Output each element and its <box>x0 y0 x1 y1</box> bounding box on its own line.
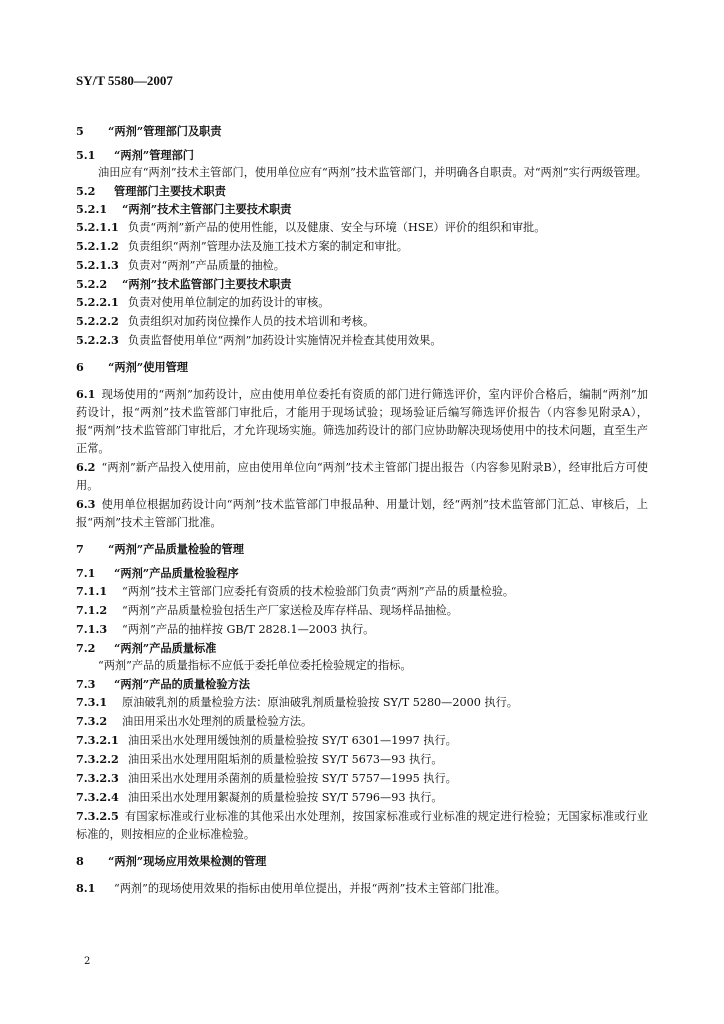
section-7-2-heading: 7.2 “两剂”产品质量标准 <box>76 641 217 655</box>
page-number: 2 <box>84 956 91 967</box>
clause-7-3-2-2: 7.3.2.2 油田采出水处理用阻垢剂的质量检验按 SY/T 5673—93 执行。 <box>76 752 443 766</box>
clause-5-2-1-3: 5.2.1.3 负责对“两剂”产品质量的抽检。 <box>76 258 285 272</box>
clause-7-3-2-4: 7.3.2.4 油田采出水处理用絮凝剂的质量检验按 SY/T 5796—93 执行。 <box>76 790 443 804</box>
section-5-1-heading: 5.1 “两剂”管理部门 <box>76 148 194 162</box>
section-7-1-heading: 7.1 “两剂”产品质量检验程序 <box>76 566 239 580</box>
clause-7-3-2-3: 7.3.2.3 油田采出水处理用杀菌剂的质量检验按 SY/T 5757—1995 执行。 <box>76 771 457 785</box>
clause-6-1: 6.1 现场使用的“两剂”加药设计，应由使用单位委托有资质的部门进行筛选评价，室内评价合格后，编制“两剂”加药设计，报“两剂”技术监管部门审批后，才能用于现场试验；现场验证后编写筛选评价报告（内容参见附录A），报“两剂”技术监管部门审批后，才允许现场实施。筛选加药设计的部门应协助解决现场使用中的技术问题，直至生产正常。 <box>76 387 648 455</box>
clause-7-3-2-1: 7.3.2.1 油田采出水处理用缓蚀剂的质量检验按 SY/T 6301—1997 执行。 <box>76 733 457 747</box>
clause-7-3-2-5: 7.3.2.5 有国家标准或行业标准的其他采出水处理剂，按国家标准或行业标准的规定进行检验；无国家标准或行业标准的，则按相应的企业标准检验。 <box>76 809 648 841</box>
clause-7-1-2: 7.1.2 “两剂”产品质量检验包括生产厂家送检及库存样品、现场样品抽检。 <box>76 603 458 617</box>
clause-5-2-2-3: 5.2.2.3 负责监督使用单位“两剂”加药设计实施情况并检查其使用效果。 <box>76 333 442 347</box>
section-8-heading: 8 “两剂”现场应用效果检测的管理 <box>76 854 267 868</box>
clause-6-3: 6.3 使用单位根据加药设计向“两剂”技术监管部门申报品种、用量计划，经“两剂”技术监管部门汇总、审核后，上报“两剂”技术主管部门批准。 <box>76 497 648 529</box>
clause-7-3-2: 7.3.2 油田用采出水处理剂的质量检验方法。 <box>76 714 313 728</box>
clause-7-1-3: 7.1.3 “两剂”产品的抽样按 GB/T 2828.1—2003 执行。 <box>76 622 375 636</box>
section-7-2-body: “两剂”产品的质量指标不应低于委托单位委托检验规定的指标。 <box>98 659 412 672</box>
document-code: SY/T 5580—2007 <box>76 73 173 88</box>
section-6-heading: 6 “两剂”使用管理 <box>76 360 188 374</box>
clause-5-2-1-2: 5.2.1.2 负责组织“两剂”管理办法及施工技术方案的制定和审批。 <box>76 239 408 253</box>
section-5-1-body: 油田应有“两剂”技术主管部门，使用单位应有“两剂”技术监管部门，并明确各自职责。对“两剂”实行两级管理。 <box>98 166 647 179</box>
clause-7-3-1: 7.3.1 原油破乳剂的质量检验方法：原油破乳剂质量检验按 SY/T 5280—2000 执行。 <box>76 695 518 709</box>
section-5-2-2-heading: 5.2.2 “两剂”技术监管部门主要技术职责 <box>76 277 292 291</box>
clause-7-1-1: 7.1.1 “两剂”技术主管部门应委托有资质的技术检验部门负责“两剂”产品的质量检验。 <box>76 584 515 598</box>
clause-5-2-2-2: 5.2.2.2 负责组织对加药岗位操作人员的技术培训和考核。 <box>76 314 375 328</box>
clause-8-1: 8.1 “两剂”的现场使用效果的指标由使用单位提出，并报“两剂”技术主管部门批准。 <box>76 881 507 895</box>
section-5-2-heading: 5.2 管理部门主要技术职责 <box>76 184 226 198</box>
document-page <box>76 58 648 898</box>
clause-5-2-1-1: 5.2.1.1 负责“两剂”新产品的使用性能，以及健康、安全与环境（HSE）评价的组织和审批。 <box>76 220 546 234</box>
section-5-2-1-heading: 5.2.1 “两剂”技术主管部门主要技术职责 <box>76 202 292 216</box>
section-7-heading: 7 “两剂”产品质量检验的管理 <box>76 542 244 556</box>
clause-6-2: 6.2 “两剂”新产品投入使用前，应由使用单位向“两剂”技术主管部门提出报告（内容参见附录B），经审批后方可使用。 <box>76 460 648 492</box>
section-7-3-heading: 7.3 “两剂”产品的质量检验方法 <box>76 677 250 691</box>
section-5-heading: 5 “两剂”管理部门及职责 <box>76 124 222 138</box>
clause-5-2-2-1: 5.2.2.1 负责对使用单位制定的加药设计的审核。 <box>76 295 330 309</box>
